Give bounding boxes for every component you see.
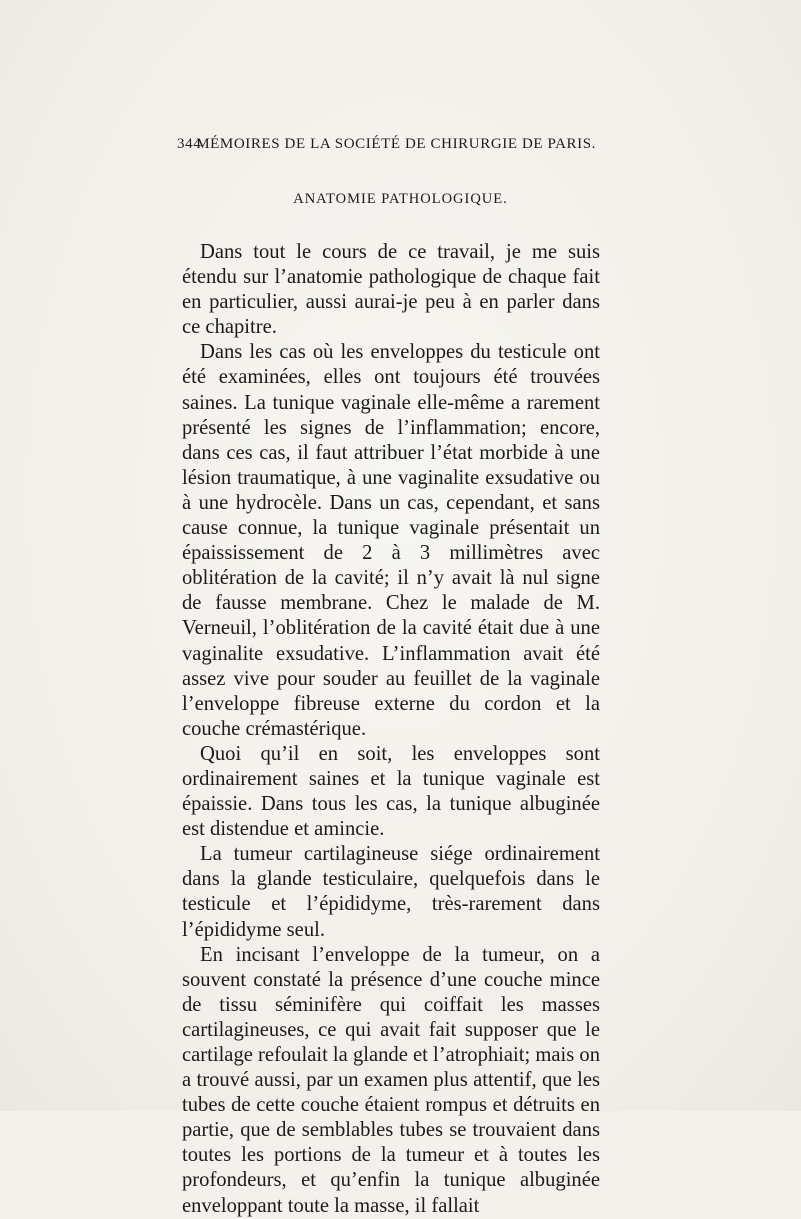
page-number: 344 (177, 136, 202, 152)
paragraph: En incisant l’enveloppe de la tumeur, on a souvent constaté la présence d’une couche mince de tissu séminifère qui coiffait les masses cartilagineuses, ce qui avait fait supposer que le cartilage refoulait la glande et l’atrophiait; mais on a trouvé aussi, par un examen plus attentif, que les tubes de cette couche étaient rompus et détruits en partie, que de semblables tubes se trouvaient dans toutes les portions de la tumeur et à toutes les profondeurs, et qu’enfin la tunique albuginée enveloppant toute la masse, il fallait (182, 943, 600, 1217)
paragraph: Dans les cas où les enveloppes du testicule ont été examinées, elles ont toujours été trouvées saines. La tunique vaginale elle-même a rarement présenté les signes de l’inflammation; encore, dans ces cas, il faut attribuer l’état morbide à une lésion traumatique, à une vaginalite exsudative ou à une hydrocèle. Dans un cas, cependant, et sans cause connue, la tunique vaginale présentait un épaississement de 2 à 3 millimètres avec oblitération de la cavité; il n’y avait là nul signe de fausse membrane. Chez le malade de M. Verneuil, l’oblitération de la cavité était due à une vaginalite exsudative. L’inflammation avait été assez vive pour souder au feuillet de la vaginale l’enveloppe fibreuse externe du cordon et la couche crémastérique. (182, 341, 600, 740)
running-title: MÉMOIRES DE LA SOCIÉTÉ DE CHIRURGIE DE PARIS. (196, 136, 596, 152)
paragraph: Dans tout le cours de ce travail, je me suis étendu sur l’anatomie pathologique de chaque fait en particulier, aussi aurai-je peu à en parler dans ce chapitre. (182, 241, 600, 339)
paragraph: La tumeur cartilagineuse siége ordinairement dans la glande testiculaire, quelquefois dans le testicule et l’épididyme, très-rarement dans l’épididyme seul. (182, 843, 600, 941)
section-heading: ANATOMIE PATHOLOGIQUE. (293, 191, 508, 207)
body-text (182, 240, 600, 1219)
paragraph: Quoi qu’il en soit, les enveloppes sont ordinairement saines et la tunique vaginale est épaissie. Dans tous les cas, la tunique albuginée est distendue et amincie. (182, 742, 600, 841)
running-head (177, 136, 596, 160)
